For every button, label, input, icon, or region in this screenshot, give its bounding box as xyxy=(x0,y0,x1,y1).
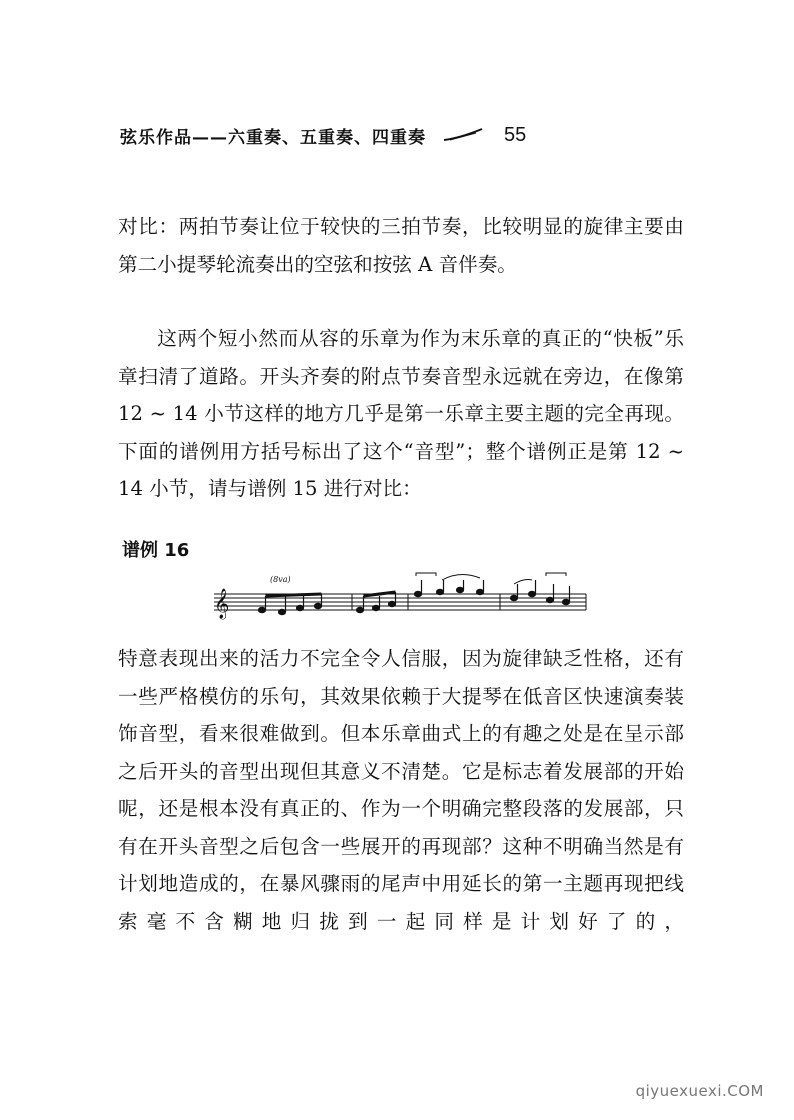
paragraph-2-text: 这两个短小然而从容的乐章为作为末乐章的真正的“快板”乐章扫清了道路。开头齐奏的附点节奏音型永远就在旁边，在像第 12 ~ 14 小节这样的地方几乎是第一乐章主要主题的完全再现。下面的谱例用方括号标出了这个“音型”；整个谱例正是第 12 ~ 14 小节，请与谱例 15 进行对比： xyxy=(118,327,684,500)
paragraph-1 xyxy=(118,208,684,283)
treble-clef-icon: 𝄞 xyxy=(214,589,230,619)
music-score-excerpt xyxy=(210,572,590,626)
running-title: 弦乐作品——六重奏、五重奏、四重奏 xyxy=(120,127,426,148)
running-header xyxy=(120,118,660,152)
octave-marking: (8va) xyxy=(270,575,291,584)
paragraph-3 xyxy=(118,640,684,940)
paragraph-1-text: 对比：两拍节奏让位于较快的三拍节奏，比较明显的旋律主要由第二小提琴轮流奏出的空弦和按弦 A 音伴奏。 xyxy=(118,215,684,276)
page-number: 55 xyxy=(504,123,527,146)
example-label: 谱例 16 xyxy=(122,540,190,561)
paragraph-2 xyxy=(118,320,684,508)
ornament-icon xyxy=(442,127,486,143)
site-watermark: qiyuexuexi.COM xyxy=(635,1082,764,1100)
paragraph-3-text: 特意表现出来的活力不完全令人信服，因为旋律缺乏性格，还有一些严格模仿的乐句，其效果依赖于大提琴在低音区快速演奏装饰音型，看来很难做到。但本乐章曲式上的有趣之处是在呈示部之后开头的音型出现但其意义不清楚。它是标志着发展部的开始呢，还是根本没有真正的、作为一个明确完整段落的发展部，只有在开头音型之后包含一些展开的再现部？这种不明确当然是有计划地造成的，在暴风骤雨的尾声中用延长的第一主题再现把线索毫不含糊地归拢到一起同样是计划好了的， xyxy=(118,647,684,933)
